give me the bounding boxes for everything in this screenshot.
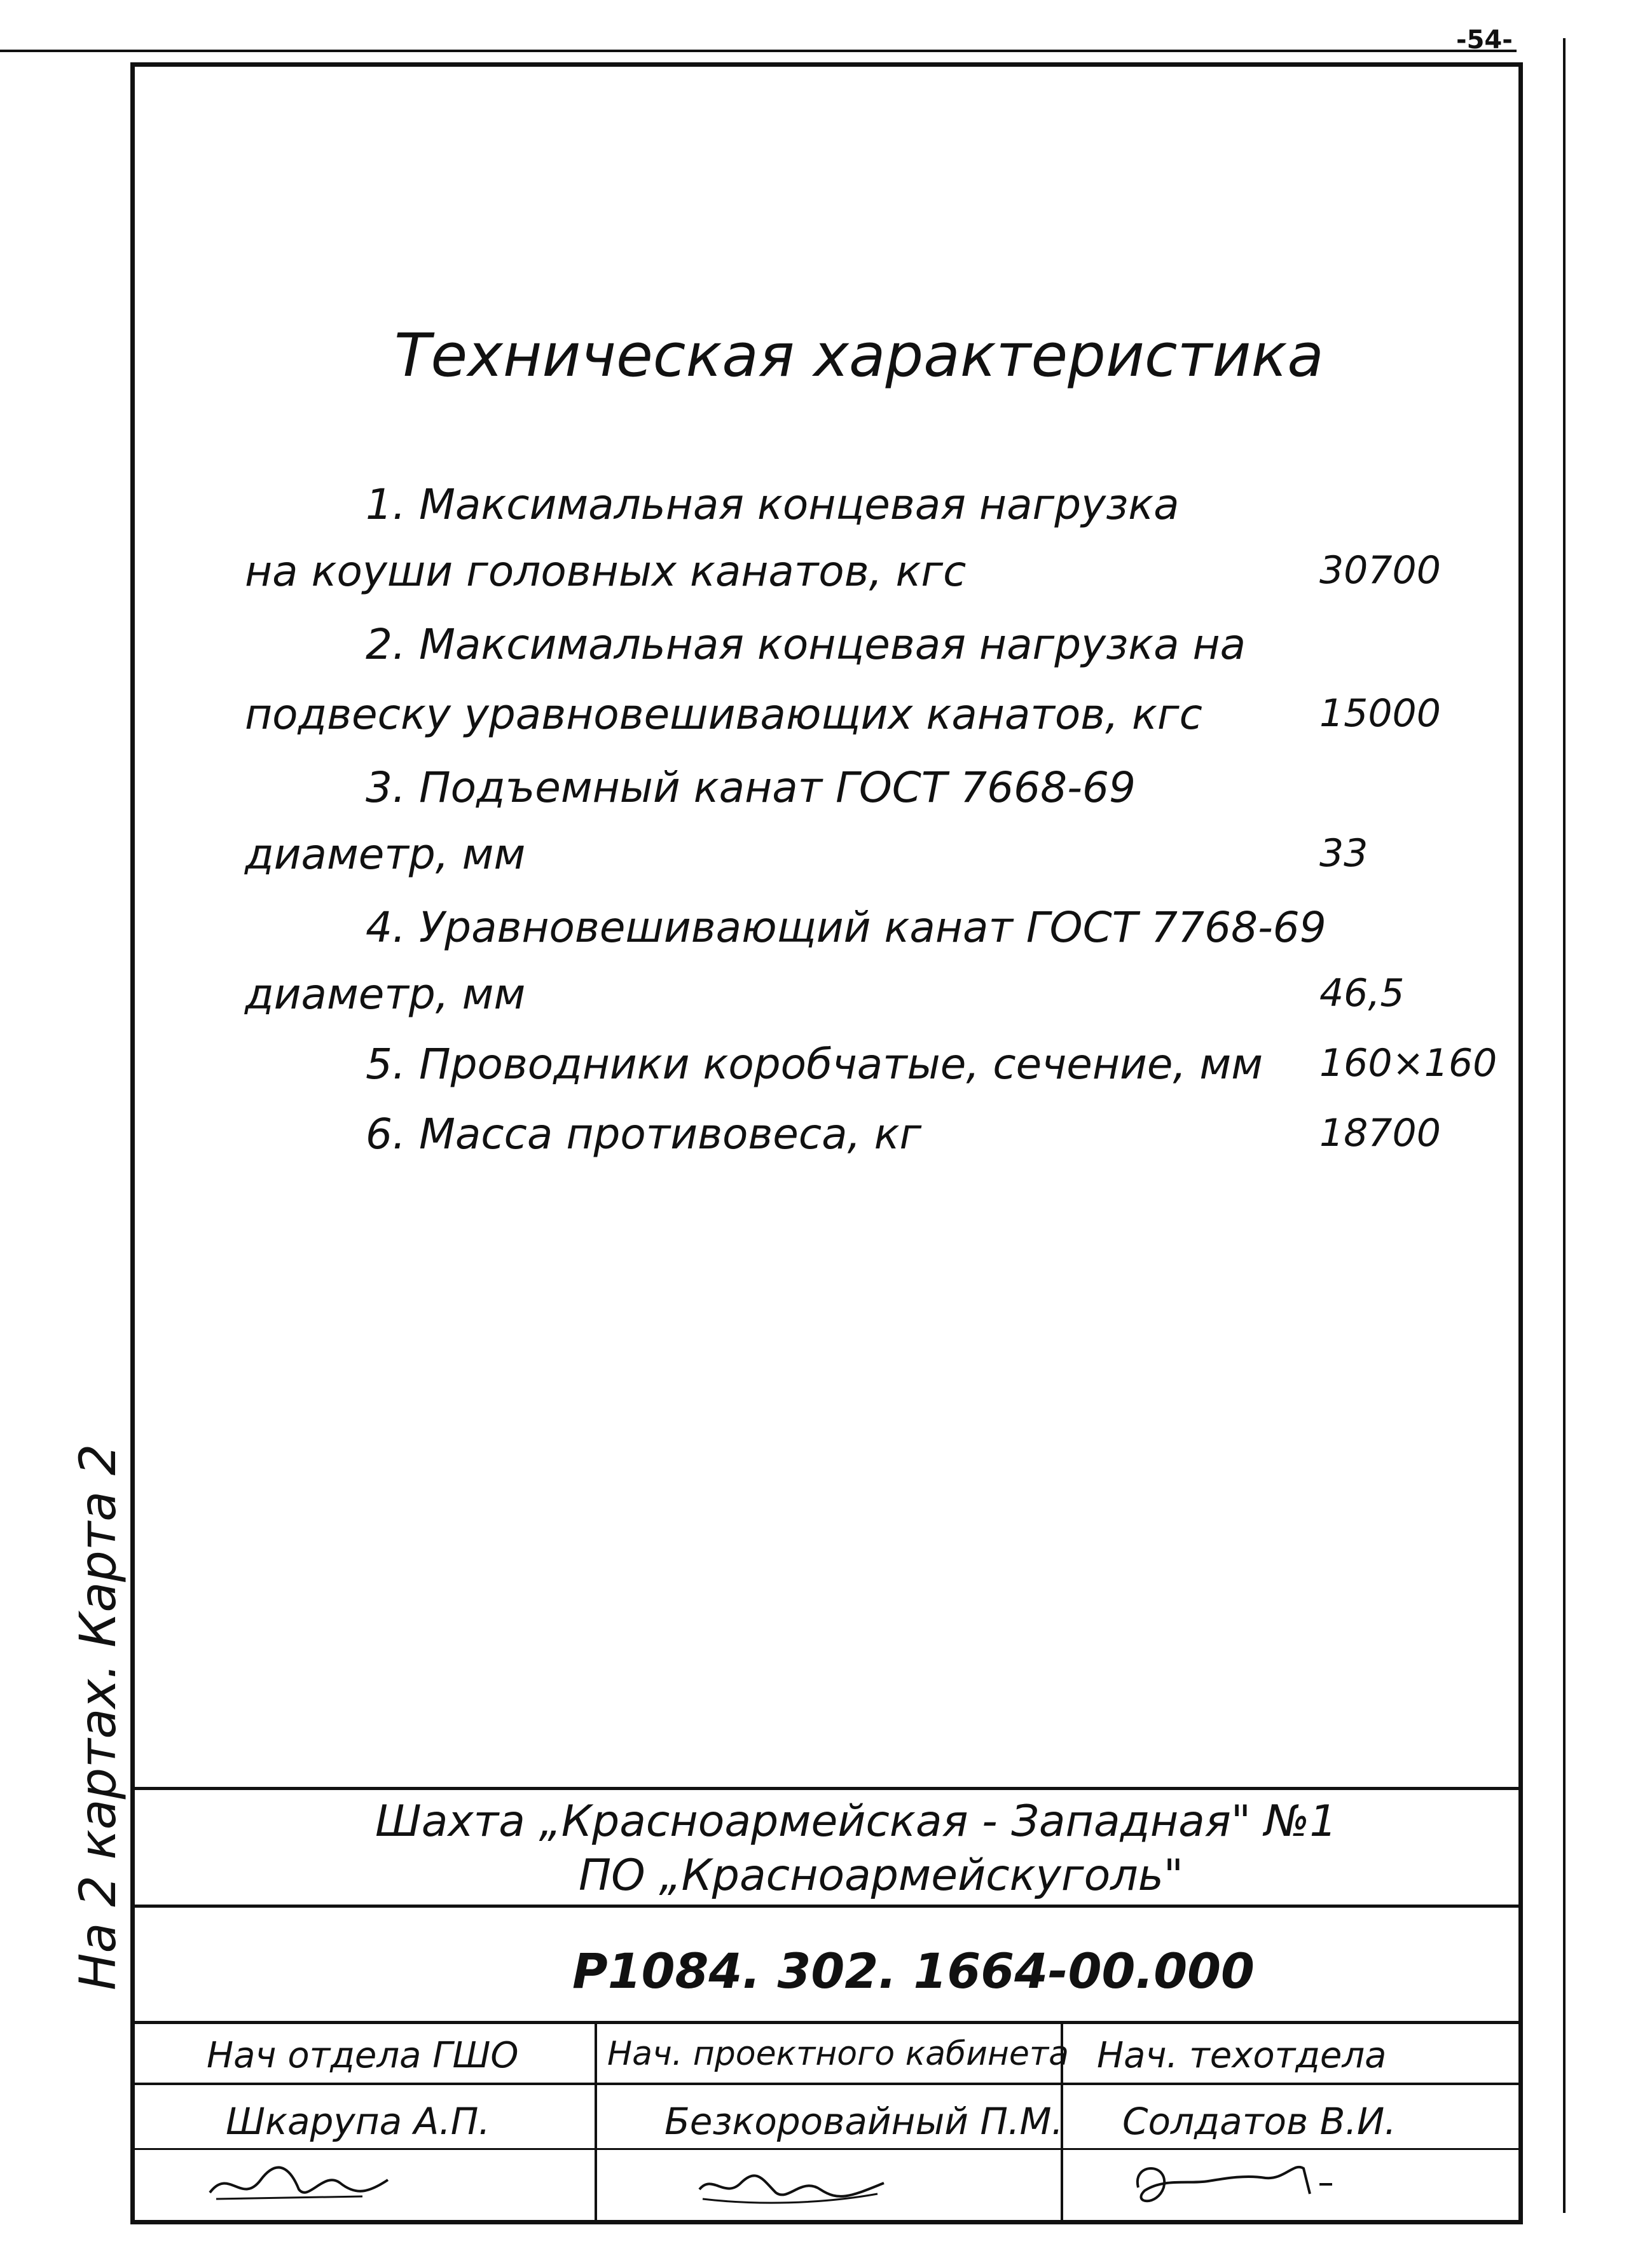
- signature-2: [693, 2154, 897, 2212]
- spec-3-value: 33: [1319, 831, 1368, 876]
- page-number: -54-: [1456, 25, 1513, 55]
- spec-4-line1: 4. Уравновешивающий канат ГОСТ 7768-69: [366, 903, 1326, 952]
- spec-1-value: 30700: [1319, 548, 1441, 593]
- signature-1: [203, 2154, 407, 2212]
- association-name: ПО „Красноармейскуголь": [579, 1850, 1184, 1901]
- signatory-1-position: Нач отдела ГШО: [207, 2035, 519, 2076]
- title-block-org-divider: [135, 1905, 1518, 1908]
- spec-1-line2: на коуши головных канатов, кгс: [245, 547, 967, 596]
- spec-4-value: 46,5: [1319, 971, 1405, 1016]
- spec-1-line1: 1. Максимальная концевая нагрузка: [366, 480, 1180, 529]
- title-block-code-divider: [135, 2021, 1518, 2024]
- organization-name: Шахта „Красноармейская - Западная" №1: [375, 1796, 1337, 1847]
- title-block-col-divider-1: [595, 2022, 597, 2220]
- spec-4-line2: диаметр, мм: [245, 970, 526, 1019]
- document-title: Техническая характеристика: [394, 321, 1324, 390]
- top-rule: [0, 50, 1517, 52]
- signatory-3-name: Солдатов В.И.: [1122, 2100, 1396, 2143]
- signatory-1-name: Шкарупа А.П.: [226, 2100, 490, 2143]
- signatory-2-name: Безкоровайный П.М.: [664, 2100, 1063, 2143]
- title-block-top-border: [135, 1787, 1518, 1790]
- title-block-row-divider: [135, 2083, 1518, 2085]
- spec-2-line2: подвеску уравновешивающих канатов, кгс: [245, 690, 1202, 739]
- spec-3-line2: диаметр, мм: [245, 830, 526, 879]
- signature-3: [1119, 2149, 1348, 2213]
- document-code: Р1084. 302. 1664-00.000: [572, 1943, 1255, 1999]
- spec-5-value: 160×160: [1319, 1041, 1497, 1085]
- spec-6-line1: 6. Масса противовеса, кг: [366, 1110, 922, 1159]
- margin-note: На 2 картах. Карта 2: [70, 1443, 127, 1990]
- signatory-3-position: Нач. техотдела: [1097, 2035, 1387, 2076]
- spec-3-line1: 3. Подъемный канат ГОСТ 7668-69: [366, 763, 1136, 812]
- spec-6-value: 18700: [1319, 1111, 1441, 1155]
- spec-2-line1: 2. Максимальная концевая нагрузка на: [366, 620, 1246, 669]
- spec-5-line1: 5. Проводники коробчатые, сечение, мм: [366, 1040, 1263, 1089]
- signatory-2-position: Нач. проектного кабинета: [607, 2035, 1070, 2073]
- spec-2-value: 15000: [1319, 691, 1441, 736]
- right-rule: [1563, 38, 1566, 2213]
